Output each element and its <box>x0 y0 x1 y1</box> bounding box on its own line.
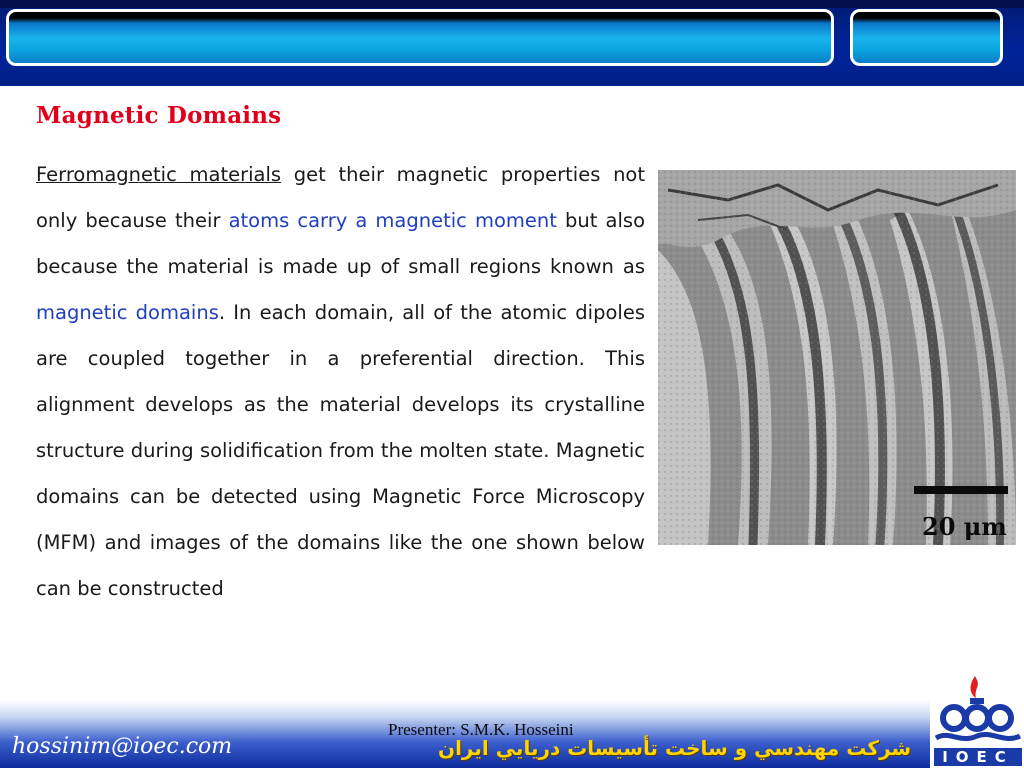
scale-label: 20 μm <box>922 512 1007 541</box>
company-name: شرکت مهندسي و ساخت تأسيسات دريايي ايران <box>438 736 912 760</box>
logo-text: IOEC <box>934 748 1022 766</box>
header-side-bar <box>850 9 1003 66</box>
scale-bar <box>914 486 1008 494</box>
ioec-logo-icon <box>930 672 1024 748</box>
body-text-segment: get their magnetic properties not only because their <box>36 163 646 232</box>
body-paragraph <box>36 152 645 612</box>
header-band <box>0 0 1024 86</box>
term-ferromagnetic: Ferromagnetic materials <box>36 163 282 186</box>
header-title-bar <box>6 9 834 66</box>
highlight-magnetic-domains: magnetic domains <box>36 301 219 324</box>
body-text-segment: but also because the material is made up of small regions known as <box>36 209 645 278</box>
body-text-segment: . In each domain, all of the atomic dipoles are coupled together in a preferential direction. This alignment develops as the material develops its crystalline structure during solidification from the molten state. Magnetic domains can be detected using Magnetic Force Microscopy (MFM) and images of the domains like the one shown below can be constructed <box>36 301 645 600</box>
highlight-atoms-moment: atoms carry a magnetic moment <box>228 209 557 232</box>
slide-title: Magnetic Domains <box>36 102 282 129</box>
presenter-name: Presenter: S.M.K. Hosseini <box>388 720 574 739</box>
presenter-email: hossinim@ioec.com <box>12 734 233 759</box>
